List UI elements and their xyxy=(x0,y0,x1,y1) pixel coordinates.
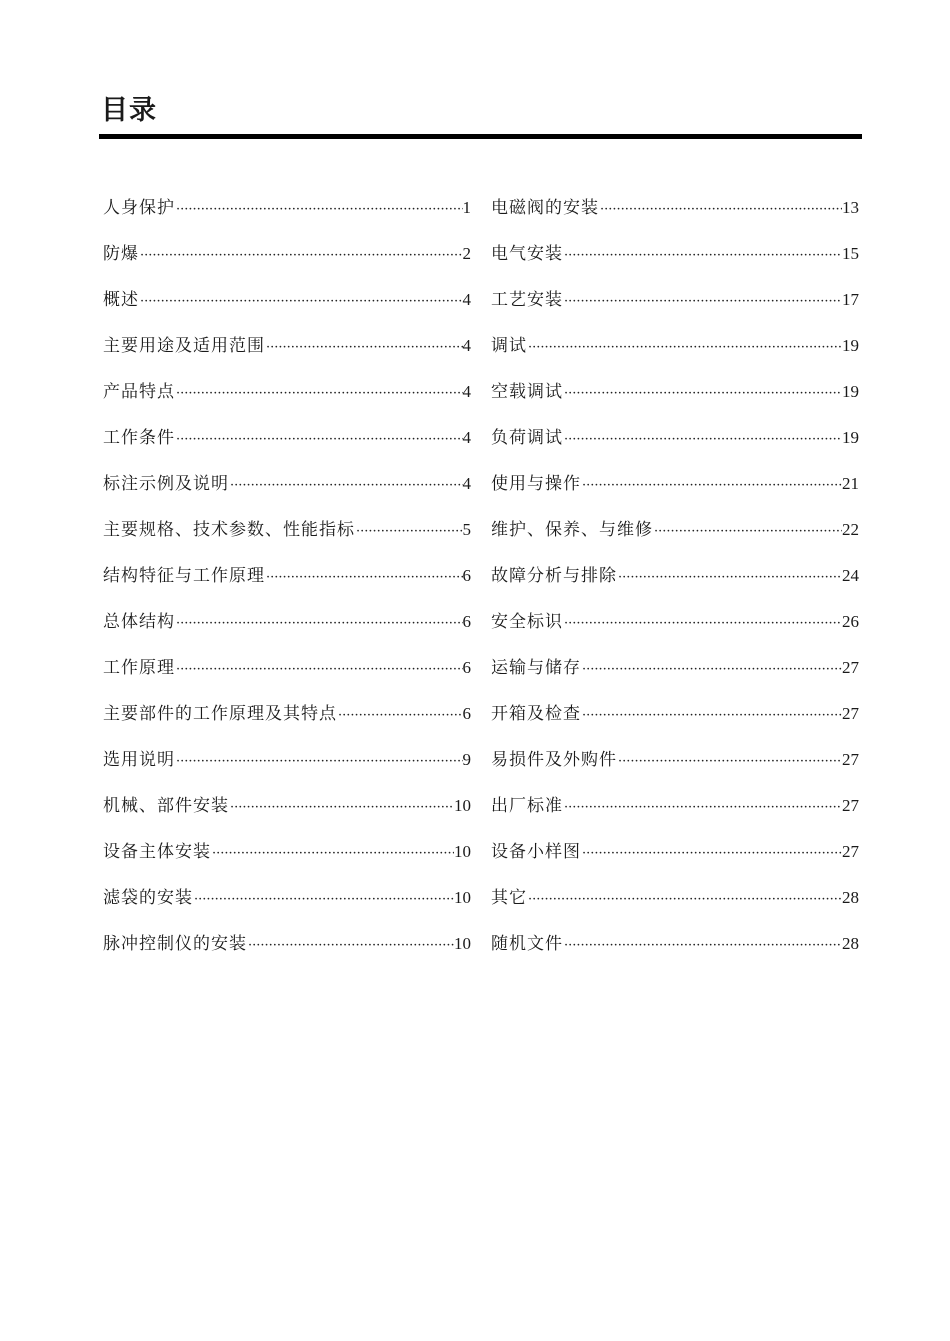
toc-dot-leader xyxy=(581,656,842,684)
toc-entry-page-number: 27 xyxy=(842,658,859,677)
toc-entry[interactable] xyxy=(491,838,859,884)
toc-entry[interactable] xyxy=(491,378,859,424)
toc-entry-page-number: 27 xyxy=(842,796,859,815)
toc-entry-page-number: 10 xyxy=(454,796,471,815)
toc-dot-leader xyxy=(581,702,842,730)
toc-entry-page-number: 10 xyxy=(454,842,471,861)
toc-entry-page-number: 22 xyxy=(842,520,859,539)
toc-entry[interactable] xyxy=(491,746,859,792)
toc-entry[interactable] xyxy=(491,240,859,286)
toc-dot-leader xyxy=(337,702,463,730)
toc-dot-leader xyxy=(175,426,463,454)
toc-entry[interactable] xyxy=(103,516,471,562)
toc-entry-label: 故障分析与排除 xyxy=(491,566,617,586)
toc-entry-label: 工作条件 xyxy=(103,428,175,448)
toc-dot-leader xyxy=(175,656,463,684)
toc-entry[interactable] xyxy=(491,700,859,746)
toc-entry-label: 主要用途及适用范围 xyxy=(103,336,265,356)
toc-entry[interactable] xyxy=(103,838,471,884)
toc-entry-label: 结构特征与工作原理 xyxy=(103,566,265,586)
toc-entry-page-number: 10 xyxy=(454,934,471,953)
toc-entry-label: 工艺安装 xyxy=(491,290,563,310)
toc-entry-label: 安全标识 xyxy=(491,612,563,632)
toc-dot-leader xyxy=(175,748,463,776)
toc-entry-page-number: 13 xyxy=(842,198,859,217)
toc-dot-leader xyxy=(563,932,842,960)
toc-entry[interactable] xyxy=(103,194,471,240)
toc-dot-leader xyxy=(527,886,842,914)
toc-entry-page-number: 19 xyxy=(842,336,859,355)
toc-entry[interactable] xyxy=(491,562,859,608)
toc-dot-leader xyxy=(355,518,463,546)
toc-dot-leader xyxy=(139,288,463,316)
toc-entry-label: 电磁阀的安装 xyxy=(491,198,599,218)
toc-entry-page-number: 9 xyxy=(462,750,471,769)
toc-entry-label: 出厂标准 xyxy=(491,796,563,816)
toc-entry-page-number: 4 xyxy=(462,336,471,355)
toc-entry-label: 运输与储存 xyxy=(491,658,581,678)
toc-entry-label: 工作原理 xyxy=(103,658,175,678)
toc-entry-page-number: 6 xyxy=(462,704,471,723)
toc-entry-page-number: 26 xyxy=(842,612,859,631)
toc-entry-label: 使用与操作 xyxy=(491,474,581,494)
toc-entry[interactable] xyxy=(103,884,471,930)
toc-dot-leader xyxy=(265,334,463,362)
toc-entry-label: 开箱及检查 xyxy=(491,704,581,724)
toc-entry[interactable] xyxy=(103,608,471,654)
toc-dot-leader xyxy=(175,196,463,224)
toc-entry[interactable] xyxy=(103,240,471,286)
toc-entry-page-number: 5 xyxy=(462,520,471,539)
toc-entry-page-number: 17 xyxy=(842,290,859,309)
toc-entry-page-number: 2 xyxy=(462,244,471,263)
toc-entry-label: 负荷调试 xyxy=(491,428,563,448)
toc-entry-page-number: 10 xyxy=(454,888,471,907)
toc-dot-leader xyxy=(617,564,842,592)
toc-entry-page-number: 4 xyxy=(462,290,471,309)
toc-entry[interactable] xyxy=(491,516,859,562)
toc-entry[interactable] xyxy=(491,654,859,700)
toc-entry-label: 总体结构 xyxy=(103,612,175,632)
toc-dot-leader xyxy=(563,242,842,270)
toc-entry[interactable] xyxy=(103,792,471,838)
toc-entry-page-number: 4 xyxy=(462,474,471,493)
toc-entry[interactable] xyxy=(103,286,471,332)
toc-entry[interactable] xyxy=(491,424,859,470)
toc-entry-page-number: 28 xyxy=(842,888,859,907)
page-title: 目录 xyxy=(101,95,157,126)
toc-entry-page-number: 4 xyxy=(462,428,471,447)
toc-dot-leader xyxy=(193,886,454,914)
toc-entry[interactable] xyxy=(103,746,471,792)
toc-entry[interactable] xyxy=(491,286,859,332)
toc-entry[interactable] xyxy=(103,332,471,378)
toc-entry-label: 产品特点 xyxy=(103,382,175,402)
toc-entry-page-number: 24 xyxy=(842,566,859,585)
toc-entry-page-number: 4 xyxy=(462,382,471,401)
toc-entry-label: 维护、保养、与维修 xyxy=(491,520,653,540)
toc-left-column xyxy=(103,194,471,976)
toc-entry[interactable] xyxy=(103,378,471,424)
toc-entry-page-number: 27 xyxy=(842,842,859,861)
toc-dot-leader xyxy=(527,334,842,362)
toc-entry-label: 选用说明 xyxy=(103,750,175,770)
title-divider xyxy=(99,134,862,139)
toc-entry-label: 其它 xyxy=(491,888,527,908)
toc-dot-leader xyxy=(563,426,842,454)
toc-entry-page-number: 21 xyxy=(842,474,859,493)
toc-entry[interactable] xyxy=(103,424,471,470)
toc-dot-leader xyxy=(563,288,842,316)
toc-entry[interactable] xyxy=(103,562,471,608)
toc-dot-leader xyxy=(581,840,842,868)
toc-dot-leader xyxy=(211,840,454,868)
toc-entry[interactable] xyxy=(491,194,859,240)
toc-entry[interactable] xyxy=(103,930,471,976)
toc-entry-page-number: 6 xyxy=(462,612,471,631)
toc-dot-leader xyxy=(265,564,463,592)
toc-entry[interactable] xyxy=(491,792,859,838)
toc-entry-page-number: 6 xyxy=(462,658,471,677)
toc-entry-page-number: 6 xyxy=(462,566,471,585)
toc-dot-leader xyxy=(247,932,454,960)
toc-entry-label: 概述 xyxy=(103,290,139,310)
toc-entry-label: 标注示例及说明 xyxy=(103,474,229,494)
toc-entry[interactable] xyxy=(491,470,859,516)
toc-entry-page-number: 27 xyxy=(842,750,859,769)
toc-entry[interactable] xyxy=(491,608,859,654)
toc-entry-label: 人身保护 xyxy=(103,198,175,218)
toc-dot-leader xyxy=(175,380,463,408)
toc-entry[interactable] xyxy=(491,930,859,976)
toc-entry-page-number: 19 xyxy=(842,382,859,401)
toc-entry-label: 主要规格、技术参数、性能指标 xyxy=(103,520,355,540)
toc-dot-leader xyxy=(617,748,842,776)
toc-dot-leader xyxy=(653,518,842,546)
toc-entry-label: 设备主体安装 xyxy=(103,842,211,862)
toc-entry-page-number: 27 xyxy=(842,704,859,723)
toc-dot-leader xyxy=(599,196,842,224)
toc-entry[interactable] xyxy=(103,470,471,516)
toc-entry-label: 电气安装 xyxy=(491,244,563,264)
toc-entry-label: 机械、部件安装 xyxy=(103,796,229,816)
toc-entry-label: 随机文件 xyxy=(491,934,563,954)
toc-dot-leader xyxy=(139,242,463,270)
toc-dot-leader xyxy=(563,380,842,408)
toc-entry-label: 主要部件的工作原理及其特点 xyxy=(103,704,337,724)
toc-dot-leader xyxy=(563,610,842,638)
toc-entry[interactable] xyxy=(103,654,471,700)
toc-entry[interactable] xyxy=(491,332,859,378)
toc-entry-label: 防爆 xyxy=(103,244,139,264)
toc-entry[interactable] xyxy=(103,700,471,746)
toc-entry-label: 设备小样图 xyxy=(491,842,581,862)
toc-entry-label: 滤袋的安装 xyxy=(103,888,193,908)
toc-entry-label: 调试 xyxy=(491,336,527,356)
toc-dot-leader xyxy=(229,794,454,822)
toc-entry-page-number: 28 xyxy=(842,934,859,953)
toc-dot-leader xyxy=(563,794,842,822)
toc-entry-label: 易损件及外购件 xyxy=(491,750,617,770)
toc-right-column xyxy=(491,194,859,976)
toc-entry[interactable] xyxy=(491,884,859,930)
toc-entry-page-number: 19 xyxy=(842,428,859,447)
toc-entry-label: 脉冲控制仪的安装 xyxy=(103,934,247,954)
toc-entry-page-number: 1 xyxy=(462,198,471,217)
toc-dot-leader xyxy=(229,472,463,500)
toc-dot-leader xyxy=(175,610,463,638)
toc-dot-leader xyxy=(581,472,842,500)
toc-entry-page-number: 15 xyxy=(842,244,859,263)
toc-entry-label: 空载调试 xyxy=(491,382,563,402)
